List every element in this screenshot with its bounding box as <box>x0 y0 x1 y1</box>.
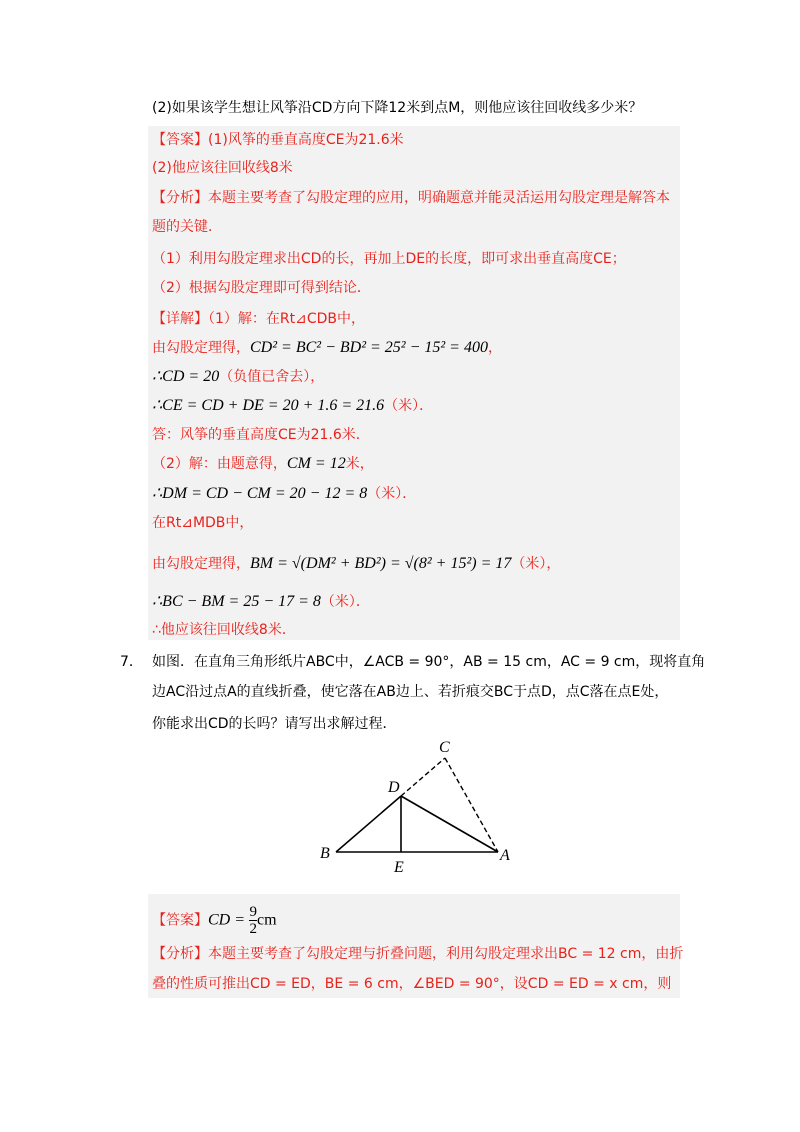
triangle-figure <box>300 730 540 875</box>
q7-number: 7． <box>120 654 143 670</box>
q6-detail-2-prefix: 由勾股定理得， <box>152 340 250 356</box>
q6-detail-6-prefix: （2）解：由题意得， <box>152 456 287 472</box>
q6-detail-7-unit: （米）． <box>367 486 417 502</box>
detail-label: 【详解】 <box>152 311 208 327</box>
q6-detail-line-4 <box>152 396 433 416</box>
label-D: D <box>388 779 400 796</box>
segment-BD <box>336 796 401 852</box>
q7-answer-line <box>152 904 277 937</box>
q6-detail-line-2 <box>152 338 502 358</box>
q6-detail-5: 答：风筝的垂直高度CE为21.6米． <box>152 427 370 443</box>
q6-detail-11: ∴他应该往回收线8米． <box>152 622 296 638</box>
q6-analysis-line-1 <box>152 188 670 208</box>
label-A: A <box>500 847 510 864</box>
q6-detail-line-9 <box>152 554 560 574</box>
q7-text-3: 你能求出CD的长吗？请写出求解过程． <box>152 716 397 732</box>
q7-text-2: 边AC沿过点A的直线折叠，使它落在AB边上、若折痕交BC于点D，点C落在点E处， <box>152 684 669 700</box>
q7-answer-den: 2 <box>249 921 257 937</box>
q6-detail-10-math: ∴BC − BM = 25 − 17 = 8 <box>152 593 321 610</box>
answer-label: 【答案】 <box>152 132 208 148</box>
segment-CA-dashed <box>445 758 498 852</box>
q6-detail-8: 在Rt⊿MDB中， <box>152 515 254 531</box>
q6-detail-6-math: CM = 12 <box>286 455 346 472</box>
q6-detail-line-7 <box>152 484 416 504</box>
q7-answer-label: 【答案】 <box>152 912 208 929</box>
q6-analysis-text-2: 题的关键． <box>152 219 222 235</box>
q6-detail-9-math: BM = √(DM² + BD²) = √(8² + 15²) = 17 <box>250 555 512 572</box>
label-E: E <box>394 859 404 875</box>
q6-analysis-text-1: 本题主要考查了勾股定理的应用，明确题意并能灵活运用勾股定理是解答本 <box>208 190 670 206</box>
q6-detail-line-1 <box>152 309 365 329</box>
q6-detail-7-math: ∴DM = CD − CM = 20 − 12 = 8 <box>152 485 368 502</box>
q6-detail-line-6 <box>152 454 374 474</box>
q6-detail-10-unit: （米）． <box>320 594 370 610</box>
q6-analysis-step2: （2）根据勾股定理即可得到结论． <box>152 280 371 296</box>
q7-answer-unit: cm <box>256 911 277 929</box>
q6-detail-line-10 <box>152 592 370 612</box>
label-B: B <box>320 845 330 862</box>
q6-answer-line-1 <box>152 130 404 150</box>
q6-detail-3-math: ∴CD = 20 <box>152 368 220 385</box>
q7-text-1: 如图．在直角三角形纸片ABC中，∠ACB = 90°，AB = 15 cm，AC = 9 cm，现将直角 <box>152 654 706 670</box>
q6-detail-4-unit: （米）． <box>384 398 434 414</box>
q6-detail-2-math: CD² = BC² − BD² = 25² − 15² = 400 <box>250 339 488 356</box>
q6-detail-6-suffix: 米， <box>345 456 374 472</box>
q6-detail-4-math: ∴CE = CD + DE = 20 + 1.6 = 21.6 <box>152 397 385 414</box>
label-C: C <box>439 739 450 756</box>
q6-detail-1: （1）解：在Rt⊿CDB中， <box>208 311 366 327</box>
q7-answer-lhs: CD = <box>208 911 246 929</box>
q6-detail-line-3 <box>152 367 324 387</box>
q7-analysis-2: 叠的性质可推出CD = ED，BE = 6 cm，∠BED = 90°，设CD = ED = x cm，则 <box>152 976 672 992</box>
segment-DC-dashed <box>401 758 445 796</box>
analysis-label: 【分析】 <box>152 190 208 206</box>
q6-detail-2-suffix: ， <box>487 340 502 356</box>
q6-detail-3-note: （负值已舍去）， <box>219 369 325 385</box>
q7-analysis-1: 本题主要考查了勾股定理与折叠问题，利用勾股定理求出BC = 12 cm，由折 <box>208 946 684 962</box>
q6-answer-1: (1)风筝的垂直高度CE为21.6米 <box>208 132 404 148</box>
q6-analysis-step1: （1）利用勾股定理求出CD的长，再加上DE的长度，即可求出垂直高度CE； <box>152 251 626 267</box>
q6-detail-9-unit: （米）， <box>511 556 561 572</box>
q6-detail-9-prefix: 由勾股定理得， <box>152 556 250 572</box>
q7-answer-fraction <box>249 904 257 937</box>
segment-DA <box>401 796 498 852</box>
q6-answer-2: (2)他应该往回收线8米 <box>152 160 293 176</box>
q7-answer-num: 9 <box>249 904 257 920</box>
q6-part2-question: (2)如果该学生想让风筝沿CD方向下降12米到点M，则他应该往回收线多少米？ <box>152 100 643 116</box>
q7-analysis-label: 【分析】 <box>152 946 208 962</box>
q7-analysis-line-1 <box>152 944 683 964</box>
